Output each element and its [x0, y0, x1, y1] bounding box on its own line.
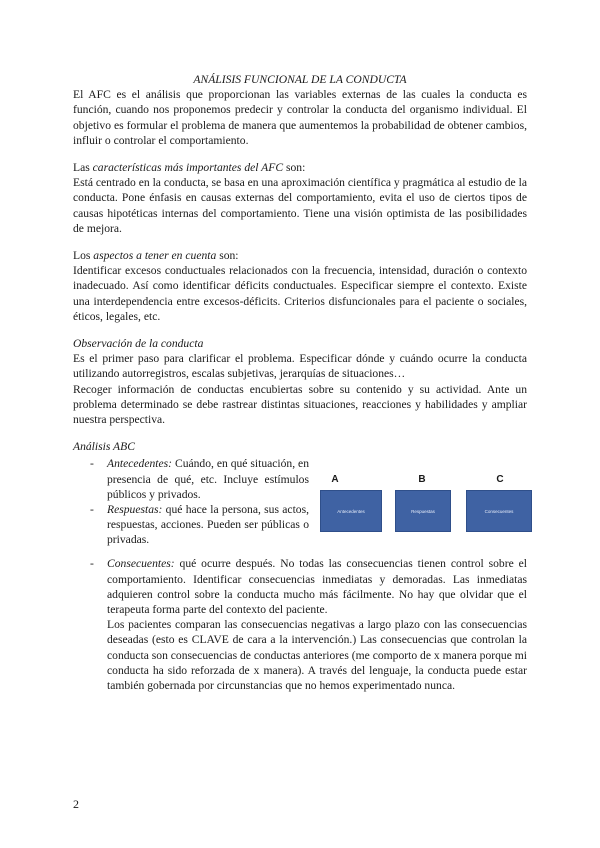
list-item-antecedentes: - Antecedentes: Cuándo, en qué situación, en presencia de qué, etc. Incluye estímulos públicos y privados.: [73, 456, 309, 502]
list-item-consecuentes: - Consecuentes: qué ocurre después. No todas las consecuencias tienen control sobre el comportamiento. Identificar consecuencias inmediatas y demoradas. Las inmediatas adquieren control sobre la conducta mucho más fácilmente. No hay que olvidar que el terapeuta forma parte del contexto del paciente.: [73, 556, 527, 617]
diagram-box-respuestas: Respuestas: [395, 490, 451, 532]
page-number: 2: [73, 797, 79, 811]
intro-paragraph: El AFC es el análisis que proporcionan las variables externas de las cuales la conducta es función, cuando nos proponemos predecir y controlar la conducta del organismo individual. El objetivo es formular el problema de manera que aumentemos la probabilidad de obtener cambios, influir o controlar el comportamiento.: [73, 88, 527, 147]
document-page: [73, 72, 527, 693]
caracteristicas-heading: Las características más importantes del AFC son:: [73, 161, 306, 175]
caracteristicas-body: Está centrado en la conducta, se basa en una aproximación científica y pragmática al estudio de la conducta. Pone énfasis en causas externas del comportamiento, evita el uso de ciertos tipos de causas hipotéticas internas del comportamiento. Tiene una visión optimista de las posibilidades de mejora.: [73, 176, 527, 235]
section-caracteristicas: [73, 160, 527, 236]
diagram-label-c: C: [496, 474, 504, 486]
observacion-paragraph-2: Recoger información de conductas encubiertas sobre su contenido y su actividad. Ante un problema determinado se debe rastrear distintas situaciones, reacciones y habilidades y ampliar nuestra perspectiva.: [73, 382, 527, 427]
abc-heading: Análisis ABC: [73, 440, 135, 454]
consecuentes-paragraph-2: Los pacientes comparan las consecuencias negativas a largo plazo con las consecuencias deseadas (esto es CLAVE de cara a la intervención.) Las consecuencias que controlan la conducta son consecuencias de conductas anteriores (me comporto de x manera porque mi conducta ha sido reforzada de x manera). A través del lenguaje, la conducta puede estar también gobernada por circunstancias que no hemos experimentado nunca.: [107, 618, 527, 693]
aspectos-heading: Los aspectos a tener en cuenta son:: [73, 249, 239, 263]
abc-list: [73, 456, 309, 547]
page-title: ANÁLISIS FUNCIONAL DE LA CONDUCTA: [193, 73, 407, 86]
diagram-box-consecuentes: Consecuentes: [466, 490, 532, 532]
list-item-respuestas: - Respuestas: qué hace la persona, sus actos, respuestas, acciones. Pueden ser públicas o privadas.: [73, 502, 309, 548]
diagram-box-antecedentes: Antecedentes: [320, 490, 382, 532]
section-abc: [73, 439, 527, 693]
section-aspectos: [73, 248, 527, 324]
diagram-label-b: B: [418, 474, 426, 486]
abc-block: [73, 456, 527, 556]
abc-diagram: [320, 472, 530, 536]
observacion-heading: Observación de la conducta: [73, 337, 204, 351]
observacion-paragraph-1: Es el primer paso para clarificar el problema. Especificar dónde y cuándo ocurre la conducta utilizando autorregistros, escalas subjetivas, jerarquías de situaciones…: [73, 352, 527, 381]
abc-list-consecuentes: [73, 556, 527, 617]
section-observacion: [73, 336, 527, 427]
diagram-label-a: A: [331, 474, 339, 486]
aspectos-body: Identificar excesos conductuales relacionados con la frecuencia, intensidad, duración o contexto inadecuado. Así como identificar déficits conductuales. Especificar siempre el contexto. Existe una interdependencia entre excesos-déficits. Criterios disfuncionales para el paciente o sociales, éticos, legales, etc.: [73, 264, 527, 323]
